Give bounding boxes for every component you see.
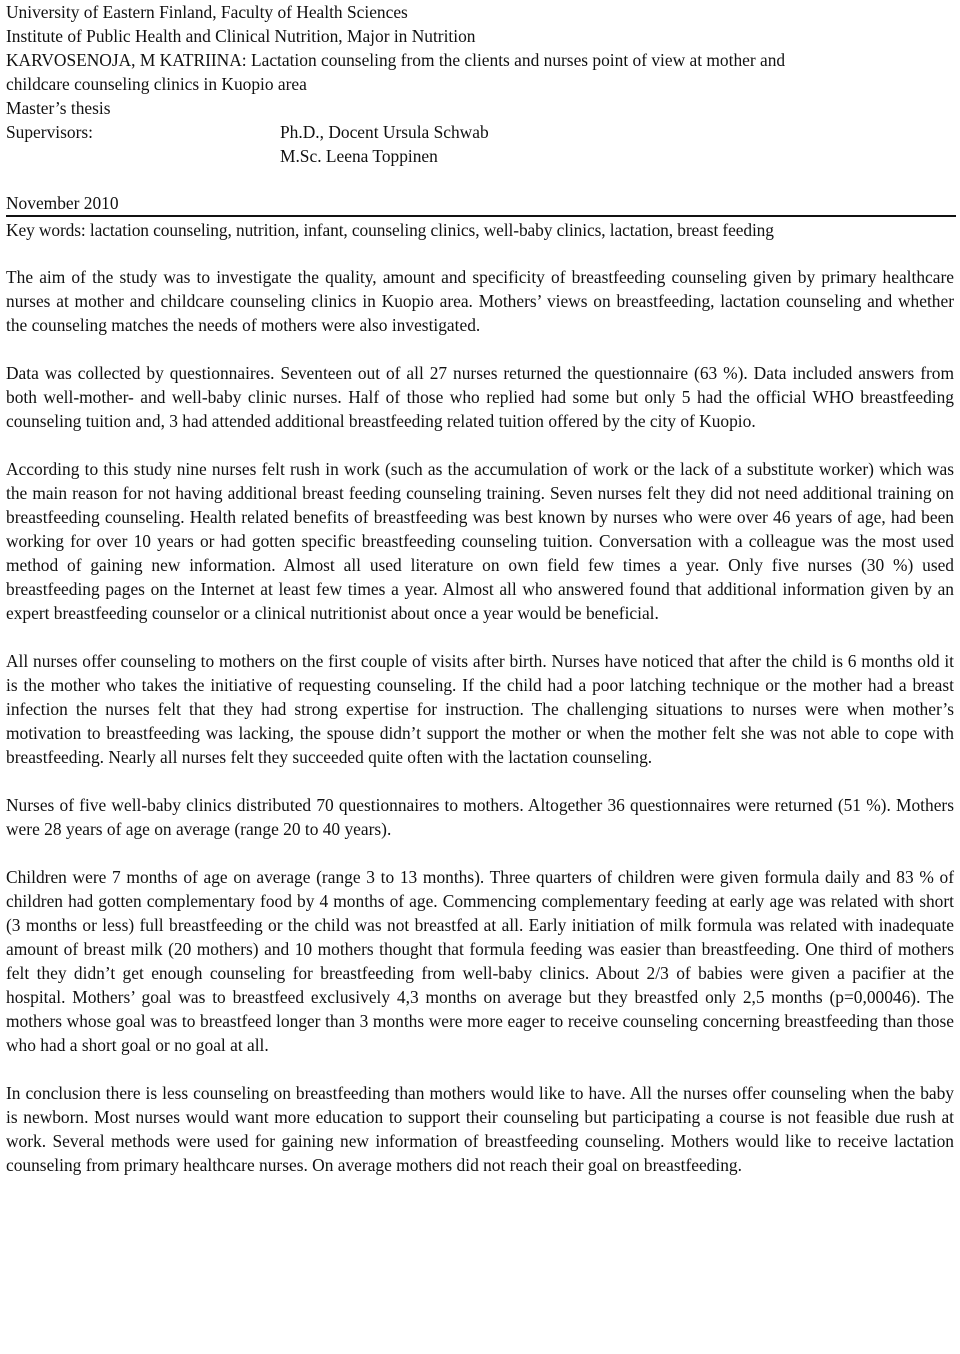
- abstract-paragraph-mothers: Nurses of five well-baby clinics distributed 70 questionnaires to mothers. Altogether 36 questionnaires were returned (51 %). Mothers were 28 years of age on average (range 20 to 40 years).: [6, 795, 954, 839]
- keywords-line: Key words: lactation counseling, nutrition, infant, counseling clinics, well-baby clinics, lactation, breast feeding: [6, 220, 774, 240]
- supervisors-label: Supervisors:: [6, 122, 93, 142]
- thesis-title-line: KARVOSENOJA, M KATRIINA: Lactation counseling from the clients and nurses point of view at mother and: [6, 50, 786, 70]
- thesis-title-continuation: childcare counseling clinics in Kuopio area: [6, 74, 307, 94]
- institute-line: Institute of Public Health and Clinical Nutrition, Major in Nutrition: [6, 26, 476, 46]
- abstract-paragraph-data: Data was collected by questionnaires. Seventeen out of all 27 nurses returned the questionnaire (63 %). Data included answers from both well-mother- and well-baby clinic nurses. Half of those who replied had some but only 5 had the official WHO breastfeeding counseling tuition and, 3 had attended additional breastfeeding related tuition offered by the city of Kuopio.: [6, 363, 954, 431]
- abstract-page: [6, 0, 954, 1177]
- abstract-paragraph-children: Children were 7 months of age on average (range 3 to 13 months). Three quarters of children were given formula daily and 83 % of children had gotten complementary food by 4 months of age. Commencing complementary feeding at early age was related with short (3 months or less) full breastfeeding or the child was not breastfed at all. Early initiation of milk formula was related with inadequate amount of breast milk (20 mothers) and 10 mothers thought that formula feeding was easier than breastfeeding. One third of mothers felt they didn’t get enough counseling for breastfeeding from well-baby clinics. About 2/3 of babies were given a pacifier at the hospital. Mothers’ goal was to breastfeed exclusively 4,3 months on average but they breastfed only 2,5 months (p=0,00046). The mothers whose goal was to breastfeed longer than 3 months were more eager to receive counseling concerning breastfeeding than those who had a short goal or no goal at all.: [6, 867, 954, 1055]
- supervisors-row: [6, 120, 954, 144]
- abstract-paragraph-conclusion: In conclusion there is less counseling on breastfeeding than mothers would like to have. All the nurses offer counseling when the baby is newborn. Most nurses would want more education to support their counseling but participating a course is not feasible due rush at work. Several methods were used for gaining new information of breastfeeding counseling. Mothers would like to receive lactation counseling from primary healthcare nurses. On average mothers did not reach their goal on breastfeeding.: [6, 1083, 954, 1175]
- university-line: University of Eastern Finland, Faculty of Health Sciences: [6, 2, 408, 22]
- abstract-paragraph-nurses: According to this study nine nurses felt rush in work (such as the accumulation of work or the lack of a substitute worker) which was the main reason for not having additional breast feeding counseling training. Seven nurses felt they did not need additional training on breastfeeding counseling. Health related benefits of breastfeeding was best known by nurses who were over 46 years of age, had been working for over 10 years or had gotten specific breastfeeding counseling tuition. Conversation with a colleague was the most used method of gaining new information. Almost all used literature on own field few times a year. Only five nurses (30 %) used breastfeeding pages on the Internet at least few times a year. Almost all who answered found that additional information given by an expert breastfeeding counselor or a clinical nutritionist about once a year would be beneficial.: [6, 459, 954, 623]
- supervisor-1: Ph.D., Docent Ursula Schwab: [280, 122, 489, 142]
- supervisors-row-2: [6, 144, 954, 168]
- abstract-paragraph-aim: The aim of the study was to investigate the quality, amount and specificity of breastfeeding counseling given by primary healthcare nurses at mother and childcare counseling clinics in Kuopio area. Mothers’ views on breastfeeding, lactation counseling and whether the counseling matches the needs of mothers were also investigated.: [6, 267, 954, 335]
- abstract-paragraph-counseling: All nurses offer counseling to mothers on the first couple of visits after birth. Nurses have noticed that after the child is 6 months old it is the mother who takes the initiative of requesting counseling. If the child had a poor latching technique or the mother had a breast infection the nurses felt that they had strong expertise for instruction. The challenging situations to nurses were when mother’s motivation to breastfeeding was lacking, the spouse didn’t support the mother or when the mother felt she was not able to cope with breastfeeding. Nearly all nurses felt they succeeded quite often with the lactation counseling.: [6, 651, 954, 767]
- thesis-date: November 2010: [6, 193, 119, 213]
- thesis-type: Master’s thesis: [6, 98, 111, 118]
- supervisor-2: M.Sc. Leena Toppinen: [280, 146, 438, 166]
